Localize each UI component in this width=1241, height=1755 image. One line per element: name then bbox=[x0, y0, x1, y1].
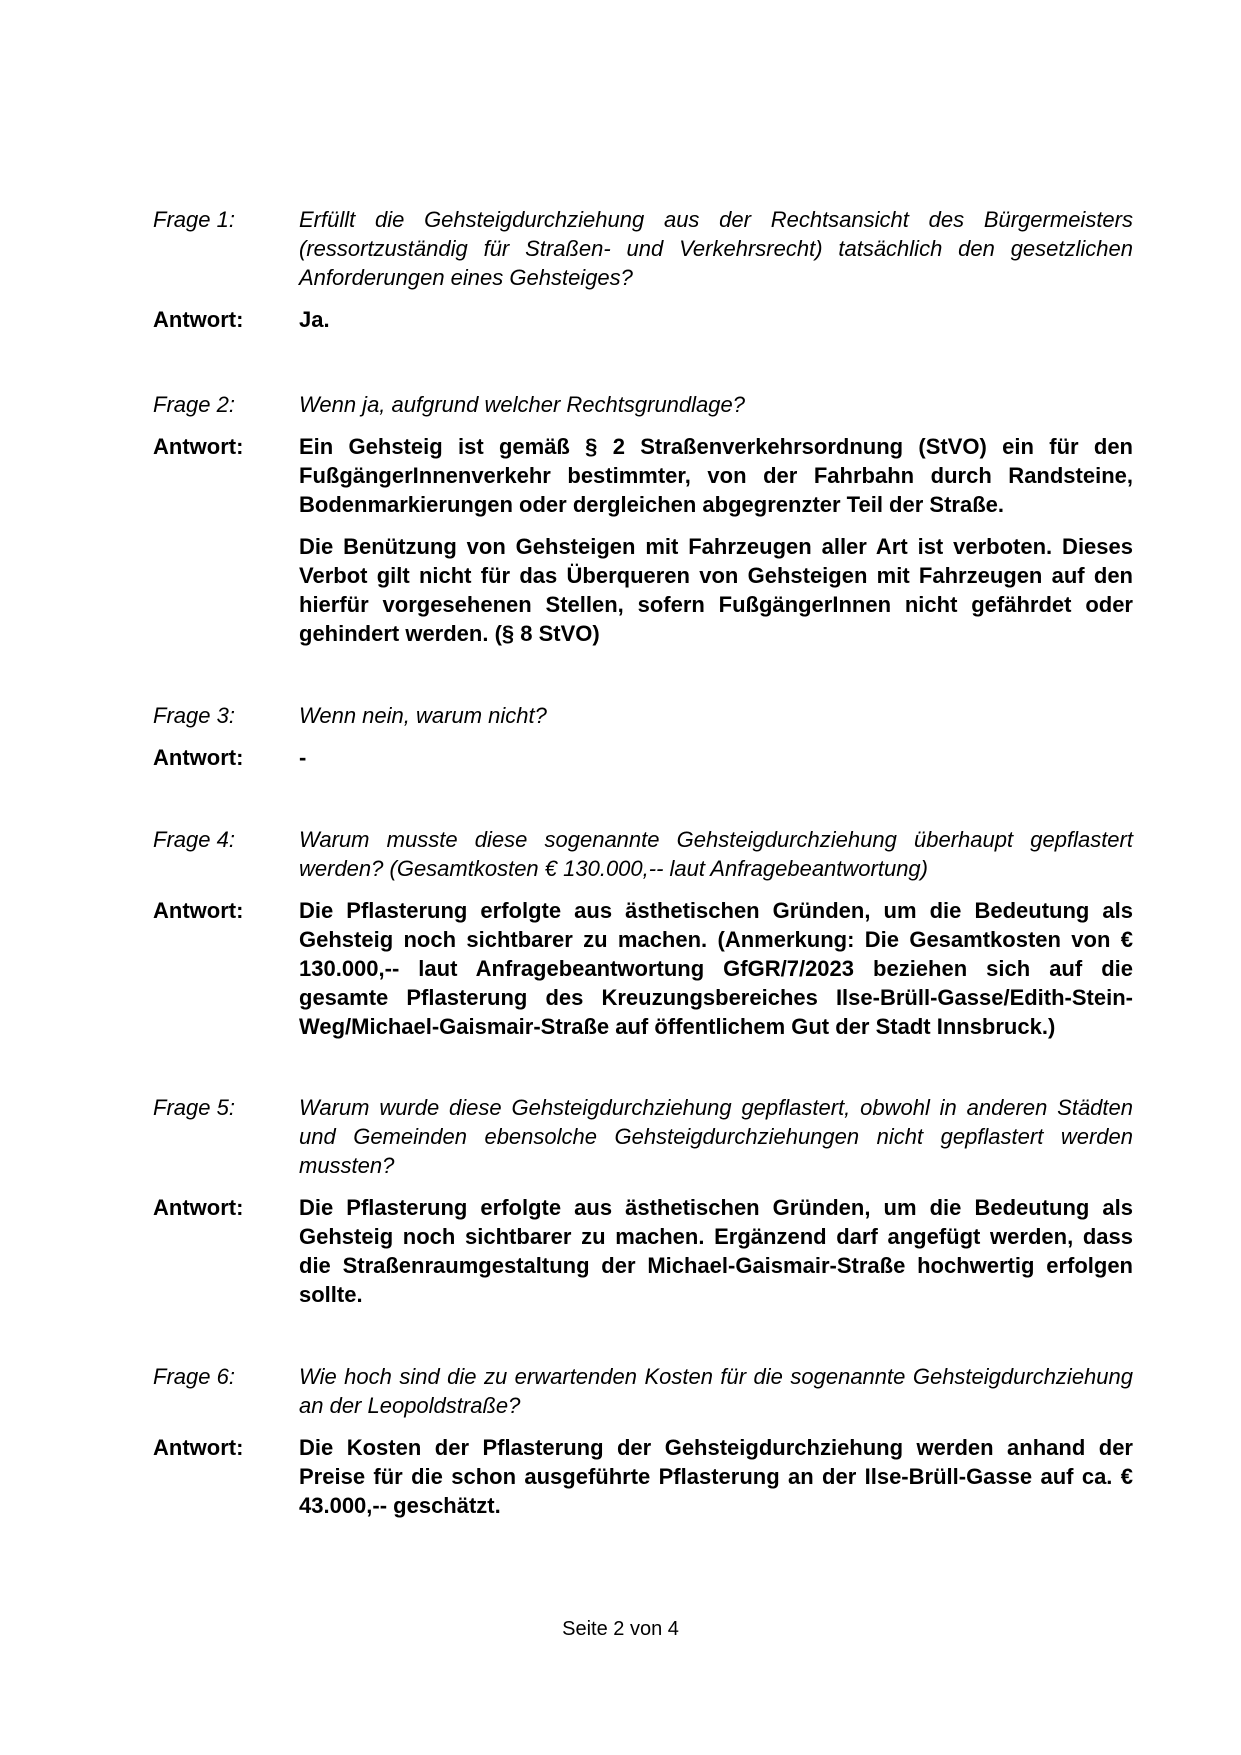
question-text: Warum wurde diese Gehsteigdurchziehung gepflastert, obwohl in anderen Städten und Gemeinden ebensolche Gehsteigdurchziehungen nicht gepflastert werden mussten? bbox=[299, 1095, 1133, 1178]
question-label: Frage 1: bbox=[153, 207, 235, 232]
qa-item-1 bbox=[153, 205, 1133, 334]
answer-row bbox=[153, 305, 1133, 334]
answer-paragraph: Ein Gehsteig ist gemäß § 2 Straßenverkehrsordnung (StVO) ein für den FußgängerInnenverkehr bestimmter, von der Fahrbahn durch Randsteine, Bodenmarkierungen oder dergleichen abgegrenzter Teil der Straße. bbox=[299, 434, 1133, 517]
answer-label: Antwort: bbox=[153, 1195, 244, 1220]
question-label: Frage 3: bbox=[153, 703, 235, 728]
answer-text bbox=[299, 1193, 1133, 1309]
question-text: Erfüllt die Gehsteigdurchziehung aus der Rechtsansicht des Bürgermeisters (ressortzuständig für Straßen- und Verkehrsrecht) tatsächlich den gesetzlichen Anforderungen eines Gehsteiges? bbox=[299, 207, 1133, 290]
question-text: Wenn nein, warum nicht? bbox=[299, 703, 547, 728]
question-label: Frage 5: bbox=[153, 1095, 235, 1120]
answer-label: Antwort: bbox=[153, 1435, 244, 1460]
answer-text bbox=[299, 1433, 1133, 1520]
question-text: Warum musste diese sogenannte Gehsteigdurchziehung überhaupt gepflastert werden? (Gesamtkosten € 130.000,-- laut Anfragebeantwortung) bbox=[299, 827, 1133, 881]
question-row bbox=[153, 1093, 1133, 1180]
answer-paragraph: Die Kosten der Pflasterung der Gehsteigdurchziehung werden anhand der Preise für die schon ausgeführte Pflasterung an der Ilse-Brüll-Gasse auf ca. € 43.000,-- geschätzt. bbox=[299, 1435, 1133, 1518]
answer-text bbox=[299, 305, 1133, 334]
answer-paragraph: Ja. bbox=[299, 307, 330, 332]
question-label: Frage 2: bbox=[153, 392, 235, 417]
answer-row bbox=[153, 743, 1133, 772]
answer-paragraph: Die Benützung von Gehsteigen mit Fahrzeugen aller Art ist verboten. Dieses Verbot gilt nicht für das Überqueren von Gehsteigen mit Fahrzeugen auf den hierfür vorgesehenen Stellen, sofern FußgängerInnen nicht gefährdet oder gehindert werden. (§ 8 StVO) bbox=[299, 534, 1133, 646]
question-row bbox=[153, 1362, 1133, 1420]
page-number: Seite 2 von 4 bbox=[562, 1618, 679, 1640]
question-text: Wenn ja, aufgrund welcher Rechtsgrundlage? bbox=[299, 392, 745, 417]
answer-row bbox=[153, 896, 1133, 1041]
question-text: Wie hoch sind die zu erwartenden Kosten für die sogenannte Gehsteigdurchziehung an der Leopoldstraße? bbox=[299, 1364, 1133, 1418]
qa-item-2 bbox=[153, 390, 1133, 648]
answer-label: Antwort: bbox=[153, 307, 244, 332]
answer-paragraph: Die Pflasterung erfolgte aus ästhetischen Gründen, um die Bedeutung als Gehsteig noch sichtbarer zu machen. Ergänzend darf angefügt werden, dass die Straßenraumgestaltung der Michael-Gaismair-Straße hochwertig erfolgen sollte. bbox=[299, 1195, 1133, 1307]
qa-item-5 bbox=[153, 1093, 1133, 1309]
qa-item-4 bbox=[153, 825, 1133, 1041]
question-label: Frage 6: bbox=[153, 1364, 235, 1389]
qa-item-3 bbox=[153, 701, 1133, 772]
answer-row bbox=[153, 1193, 1133, 1309]
answer-text bbox=[299, 896, 1133, 1041]
question-row bbox=[153, 390, 1133, 419]
answer-paragraph: Die Pflasterung erfolgte aus ästhetischen Gründen, um die Bedeutung als Gehsteig noch sichtbarer zu machen. (Anmerkung: Die Gesamtkosten von € 130.000,-- laut Anfragebeantwortung GfGR/7/2023 beziehen sich auf die gesamte Pflasterung des Kreuzungsbereiches Ilse-Brüll-Gasse/Edith-Stein-Weg/Michael-Gaismair-Straße auf öffentlichem Gut der Stadt Innsbruck.) bbox=[299, 898, 1133, 1039]
answer-paragraph: - bbox=[299, 745, 307, 770]
question-row bbox=[153, 825, 1133, 883]
answer-label: Antwort: bbox=[153, 434, 244, 459]
answer-row bbox=[153, 432, 1133, 648]
answer-label: Antwort: bbox=[153, 898, 244, 923]
answer-text bbox=[299, 743, 1133, 772]
qa-item-6 bbox=[153, 1362, 1133, 1520]
answer-text bbox=[299, 432, 1133, 648]
question-row bbox=[153, 205, 1133, 292]
question-label: Frage 4: bbox=[153, 827, 235, 852]
question-row bbox=[153, 701, 1133, 730]
answer-label: Antwort: bbox=[153, 745, 244, 770]
answer-row bbox=[153, 1433, 1133, 1520]
